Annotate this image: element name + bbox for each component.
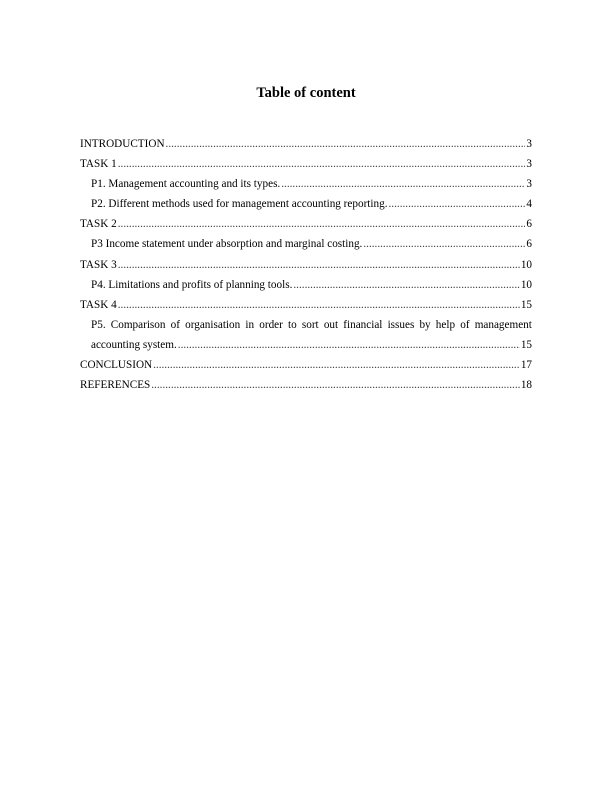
toc-entry-task-3[interactable] <box>80 255 532 275</box>
toc-page-number: 10 <box>520 278 532 291</box>
toc-entry-label: TASK 2 <box>80 218 117 231</box>
toc-leader-dots <box>153 355 520 375</box>
toc-leader-dots <box>118 255 520 275</box>
toc-list <box>80 134 532 395</box>
toc-page-number: 10 <box>520 258 532 271</box>
toc-word: order <box>259 318 283 331</box>
toc-entry-label: TASK 1 <box>80 158 117 171</box>
toc-entry-p2[interactable] <box>80 194 532 214</box>
toc-word: of <box>460 318 470 331</box>
toc-entry-task-2[interactable] <box>80 214 532 234</box>
toc-page-number: 15 <box>520 338 532 351</box>
toc-leader-dots <box>389 194 526 214</box>
toc-word: in <box>245 318 255 331</box>
toc-leader-dots <box>118 154 526 174</box>
toc-leader-dots <box>118 295 520 315</box>
toc-entry-label: P3 Income statement under absorption and marginal costing. <box>91 238 363 251</box>
toc-page-number: 3 <box>526 138 532 150</box>
toc-entry-label: REFERENCES <box>80 379 151 392</box>
toc-leader-dots <box>281 174 525 194</box>
toc-word: issues <box>387 318 415 331</box>
toc-leader-dots <box>166 134 526 154</box>
toc-leader-dots <box>118 214 526 234</box>
toc-title: Table of content <box>256 85 356 101</box>
toc-word: out <box>323 318 339 331</box>
toc-page-number: 18 <box>520 379 532 392</box>
toc-page-number: 17 <box>520 359 532 372</box>
toc-entry-label: TASK 4 <box>80 298 117 311</box>
toc-entry-label-line-1 <box>91 315 532 335</box>
toc-entry-label: INTRODUCTION <box>80 138 165 150</box>
toc-entry-label-line-2 <box>91 335 532 355</box>
toc-leader-dots <box>178 335 520 355</box>
toc-entry-task-1[interactable] <box>80 154 532 174</box>
toc-word: P5. <box>91 318 106 331</box>
toc-entry-label: accounting system. <box>91 338 177 351</box>
toc-word: help <box>435 318 456 331</box>
toc-page-number: 15 <box>520 298 532 311</box>
toc-entry-references[interactable] <box>80 375 532 395</box>
toc-word: sort <box>301 318 319 331</box>
toc-page-number: 6 <box>526 238 532 251</box>
toc-word: financial <box>343 318 383 331</box>
toc-entry-label: P1. Management accounting and its types. <box>91 178 281 191</box>
toc-entry-conclusion[interactable] <box>80 355 532 375</box>
toc-word: of <box>170 318 180 331</box>
toc-entry-p5[interactable] <box>80 315 532 355</box>
toc-page-number: 3 <box>526 158 532 171</box>
toc-entry-label: CONCLUSION <box>80 359 153 372</box>
toc-word: organisation <box>185 318 241 331</box>
toc-word: Comparison <box>110 318 166 331</box>
toc-word: management <box>474 318 532 331</box>
toc-entry-p4[interactable] <box>80 275 532 295</box>
toc-entry-introduction[interactable] <box>80 134 532 154</box>
toc-leader-dots <box>363 234 525 254</box>
toc-entry-label: P2. Different methods used for management accounting reporting. <box>91 198 388 211</box>
toc-page-number: 6 <box>526 218 532 231</box>
toc-entry-label: P4. Limitations and profits of planning tools. <box>91 278 293 291</box>
toc-leader-dots <box>293 275 519 295</box>
toc-page-number: 3 <box>526 178 532 191</box>
toc-entry-label: TASK 3 <box>80 258 117 271</box>
toc-entry-task-4[interactable] <box>80 295 532 315</box>
toc-page-number: 4 <box>526 198 532 211</box>
toc-leader-dots <box>151 375 520 395</box>
toc-entry-p1[interactable] <box>80 174 532 194</box>
toc-entry-p3[interactable] <box>80 234 532 254</box>
toc-word: to <box>288 318 297 331</box>
toc-word: by <box>419 318 431 331</box>
